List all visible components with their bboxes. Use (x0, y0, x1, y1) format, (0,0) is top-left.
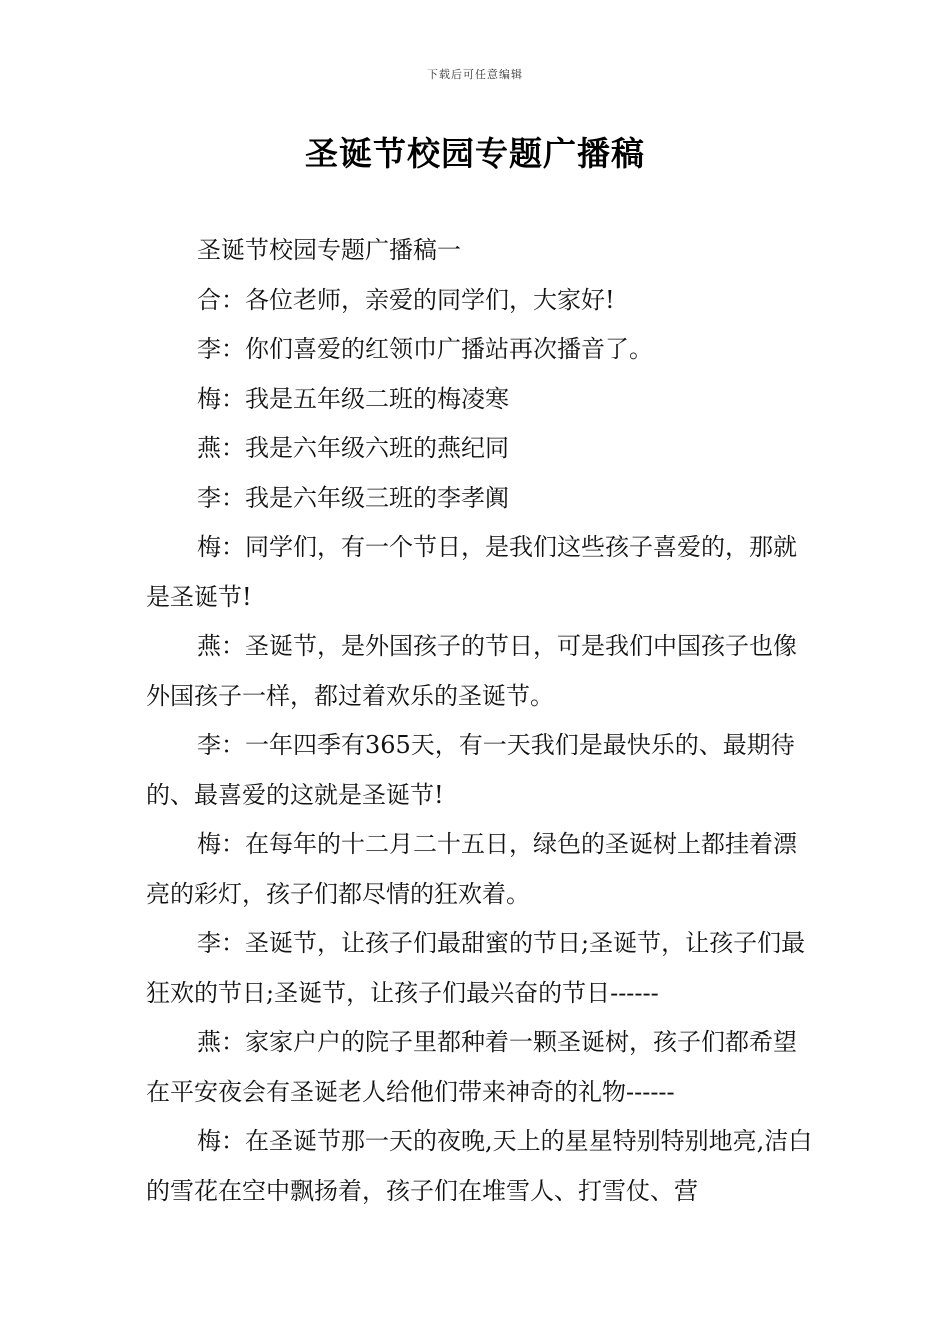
header-note: 下载后可任意编辑 (427, 68, 523, 81)
paragraph: 李：圣诞节，让孩子们最甜蜜的节日;圣诞节，让孩子们最狂欢的节日;圣诞节，让孩子们最兴奋的节日------ (146, 929, 806, 1007)
paragraph: 梅：同学们，有一个节日，是我们这些孩子喜爱的，那就是圣诞节! (146, 533, 797, 611)
paragraph: 梅：我是五年级二班的梅凌寒 (197, 384, 509, 413)
paragraph: 梅：在每年的十二月二十五日，绿色的圣诞树上都挂着漂亮的彩灯，孩子们都尽情的狂欢着。 (146, 830, 797, 908)
document-body (146, 226, 818, 1216)
paragraph: 李：你们喜爱的红领巾广播站再次播音了。 (197, 335, 653, 363)
paragraph: 李：一年四季有365天，有一天我们是最快乐的、最期待的、最喜爱的这就是圣诞节! (146, 731, 795, 809)
document-title: 圣诞节校园专题广播稿 (305, 134, 645, 173)
paragraph: 燕：圣诞节，是外国孩子的节日，可是我们中国孩子也像外国孩子一样，都过着欢乐的圣诞节。 (146, 632, 797, 710)
paragraph: 李：我是六年级三班的李孝阗 (197, 483, 509, 512)
paragraph-greeting: 合：各位老师，亲爱的同学们，大家好! (197, 285, 615, 314)
paragraph: 燕：我是六年级六班的燕纪同 (197, 434, 509, 462)
paragraph-subtitle: 圣诞节校园专题广播稿一 (197, 236, 461, 264)
paragraph: 燕：家家户户的院子里都种着一颗圣诞树，孩子们都希望在平安夜会有圣诞老人给他们带来神奇的礼物------ (146, 1028, 797, 1106)
paragraph: 梅：在圣诞节那一天的夜晚,天上的星星特别特别地亮,洁白的雪花在空中飘扬着，孩子们在堆雪人、打雪仗、营 (146, 1127, 813, 1205)
